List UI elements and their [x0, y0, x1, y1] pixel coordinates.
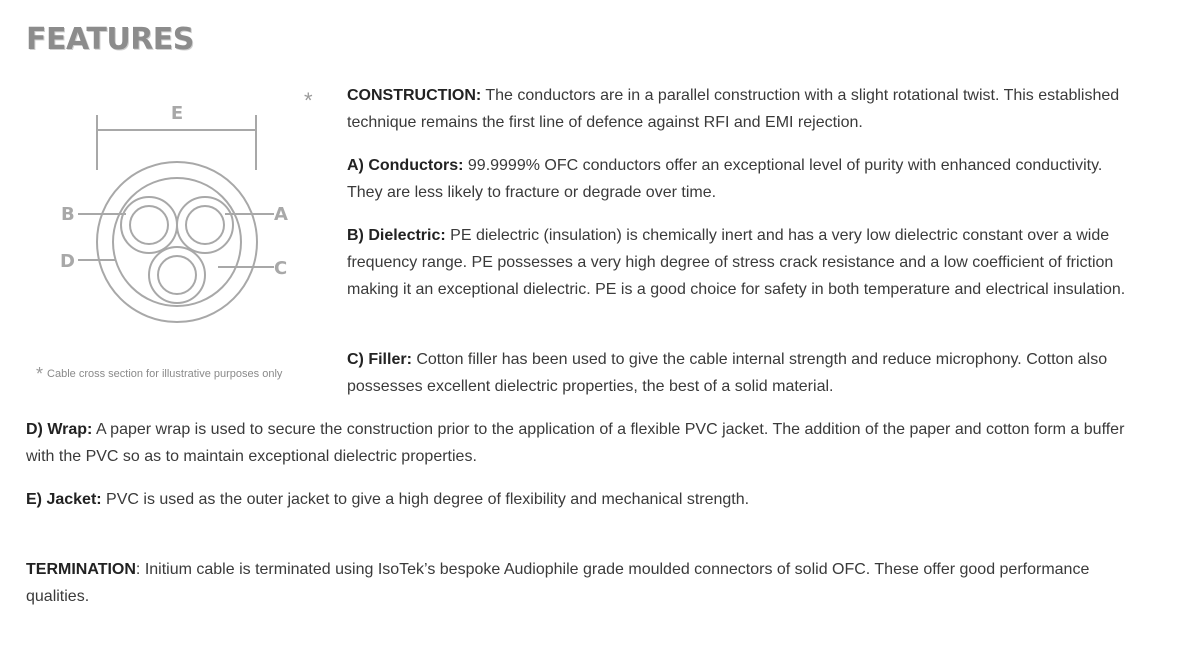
label-e: E — [170, 103, 184, 124]
feature-dielectric — [347, 222, 1137, 303]
conductor-c-inner — [158, 256, 196, 294]
feature-text: PE dielectric (insulation) is chemically inert and has a very low dielectric constant over a wide frequency range. PE possesses a very high degree of stress crack resistance and a low coefficient of friction making it an exceptional dielectric. PE is a good choice for safety in both temperature and electrical insulation. — [347, 227, 1126, 298]
feature-label: B) Dielectric: — [347, 227, 446, 244]
cable-cross-section-diagram — [50, 95, 310, 335]
feature-label: D) Wrap: — [26, 421, 93, 438]
diagram-caption — [36, 365, 282, 383]
feature-label: CONSTRUCTION: — [347, 87, 482, 104]
conductor-a-inner — [186, 206, 224, 244]
page-title: FEATURES — [26, 22, 194, 57]
asterisk-icon: * — [304, 88, 313, 113]
wrap-circle — [113, 178, 241, 306]
feature-text: 99.9999% OFC conductors offer an exceptional level of purity with enhanced conductivity. They are less likely to fracture or degrade over time. — [347, 157, 1103, 201]
label-d: D — [60, 251, 75, 272]
outer-jacket-circle — [97, 162, 257, 322]
label-c: C — [274, 258, 288, 279]
feature-text: The conductors are in a parallel construction with a slight rotational twist. This established technique remains the first line of defence against RFI and EMI rejection. — [347, 87, 1120, 131]
label-a: A — [274, 204, 288, 225]
label-b: B — [61, 204, 75, 225]
feature-filler — [347, 346, 1137, 400]
feature-label: E) Jacket: — [26, 491, 102, 508]
feature-text: Cotton filler has been used to give the cable internal strength and reduce microphony. Cotton also possesses excellent dielectric properties, the best of a solid material. — [347, 351, 1108, 395]
feature-text: : Initium cable is terminated using IsoTek’s bespoke Audiophile grade moulded connectors of solid OFC. These offer good performance qualities. — [26, 561, 1090, 605]
feature-label: A) Conductors: — [347, 157, 464, 174]
caption-text: Cable cross section for illustrative purposes only — [47, 368, 283, 380]
feature-text: A paper wrap is used to secure the construction prior to the application of a flexible PVC jacket. The addition of the paper and cotton form a buffer with the PVC so as to maintain exceptional dielectric properties. — [26, 421, 1125, 465]
conductor-b-inner — [130, 206, 168, 244]
asterisk-icon: * — [36, 364, 44, 384]
feature-label: C) Filler: — [347, 351, 412, 368]
feature-wrap — [26, 416, 1136, 470]
feature-jacket — [26, 486, 1136, 513]
feature-label: TERMINATION — [26, 561, 136, 578]
feature-conductors — [347, 152, 1137, 206]
feature-construction — [347, 82, 1137, 136]
feature-termination — [26, 556, 1136, 610]
feature-text: PVC is used as the outer jacket to give a high degree of flexibility and mechanical strength. — [106, 491, 750, 508]
